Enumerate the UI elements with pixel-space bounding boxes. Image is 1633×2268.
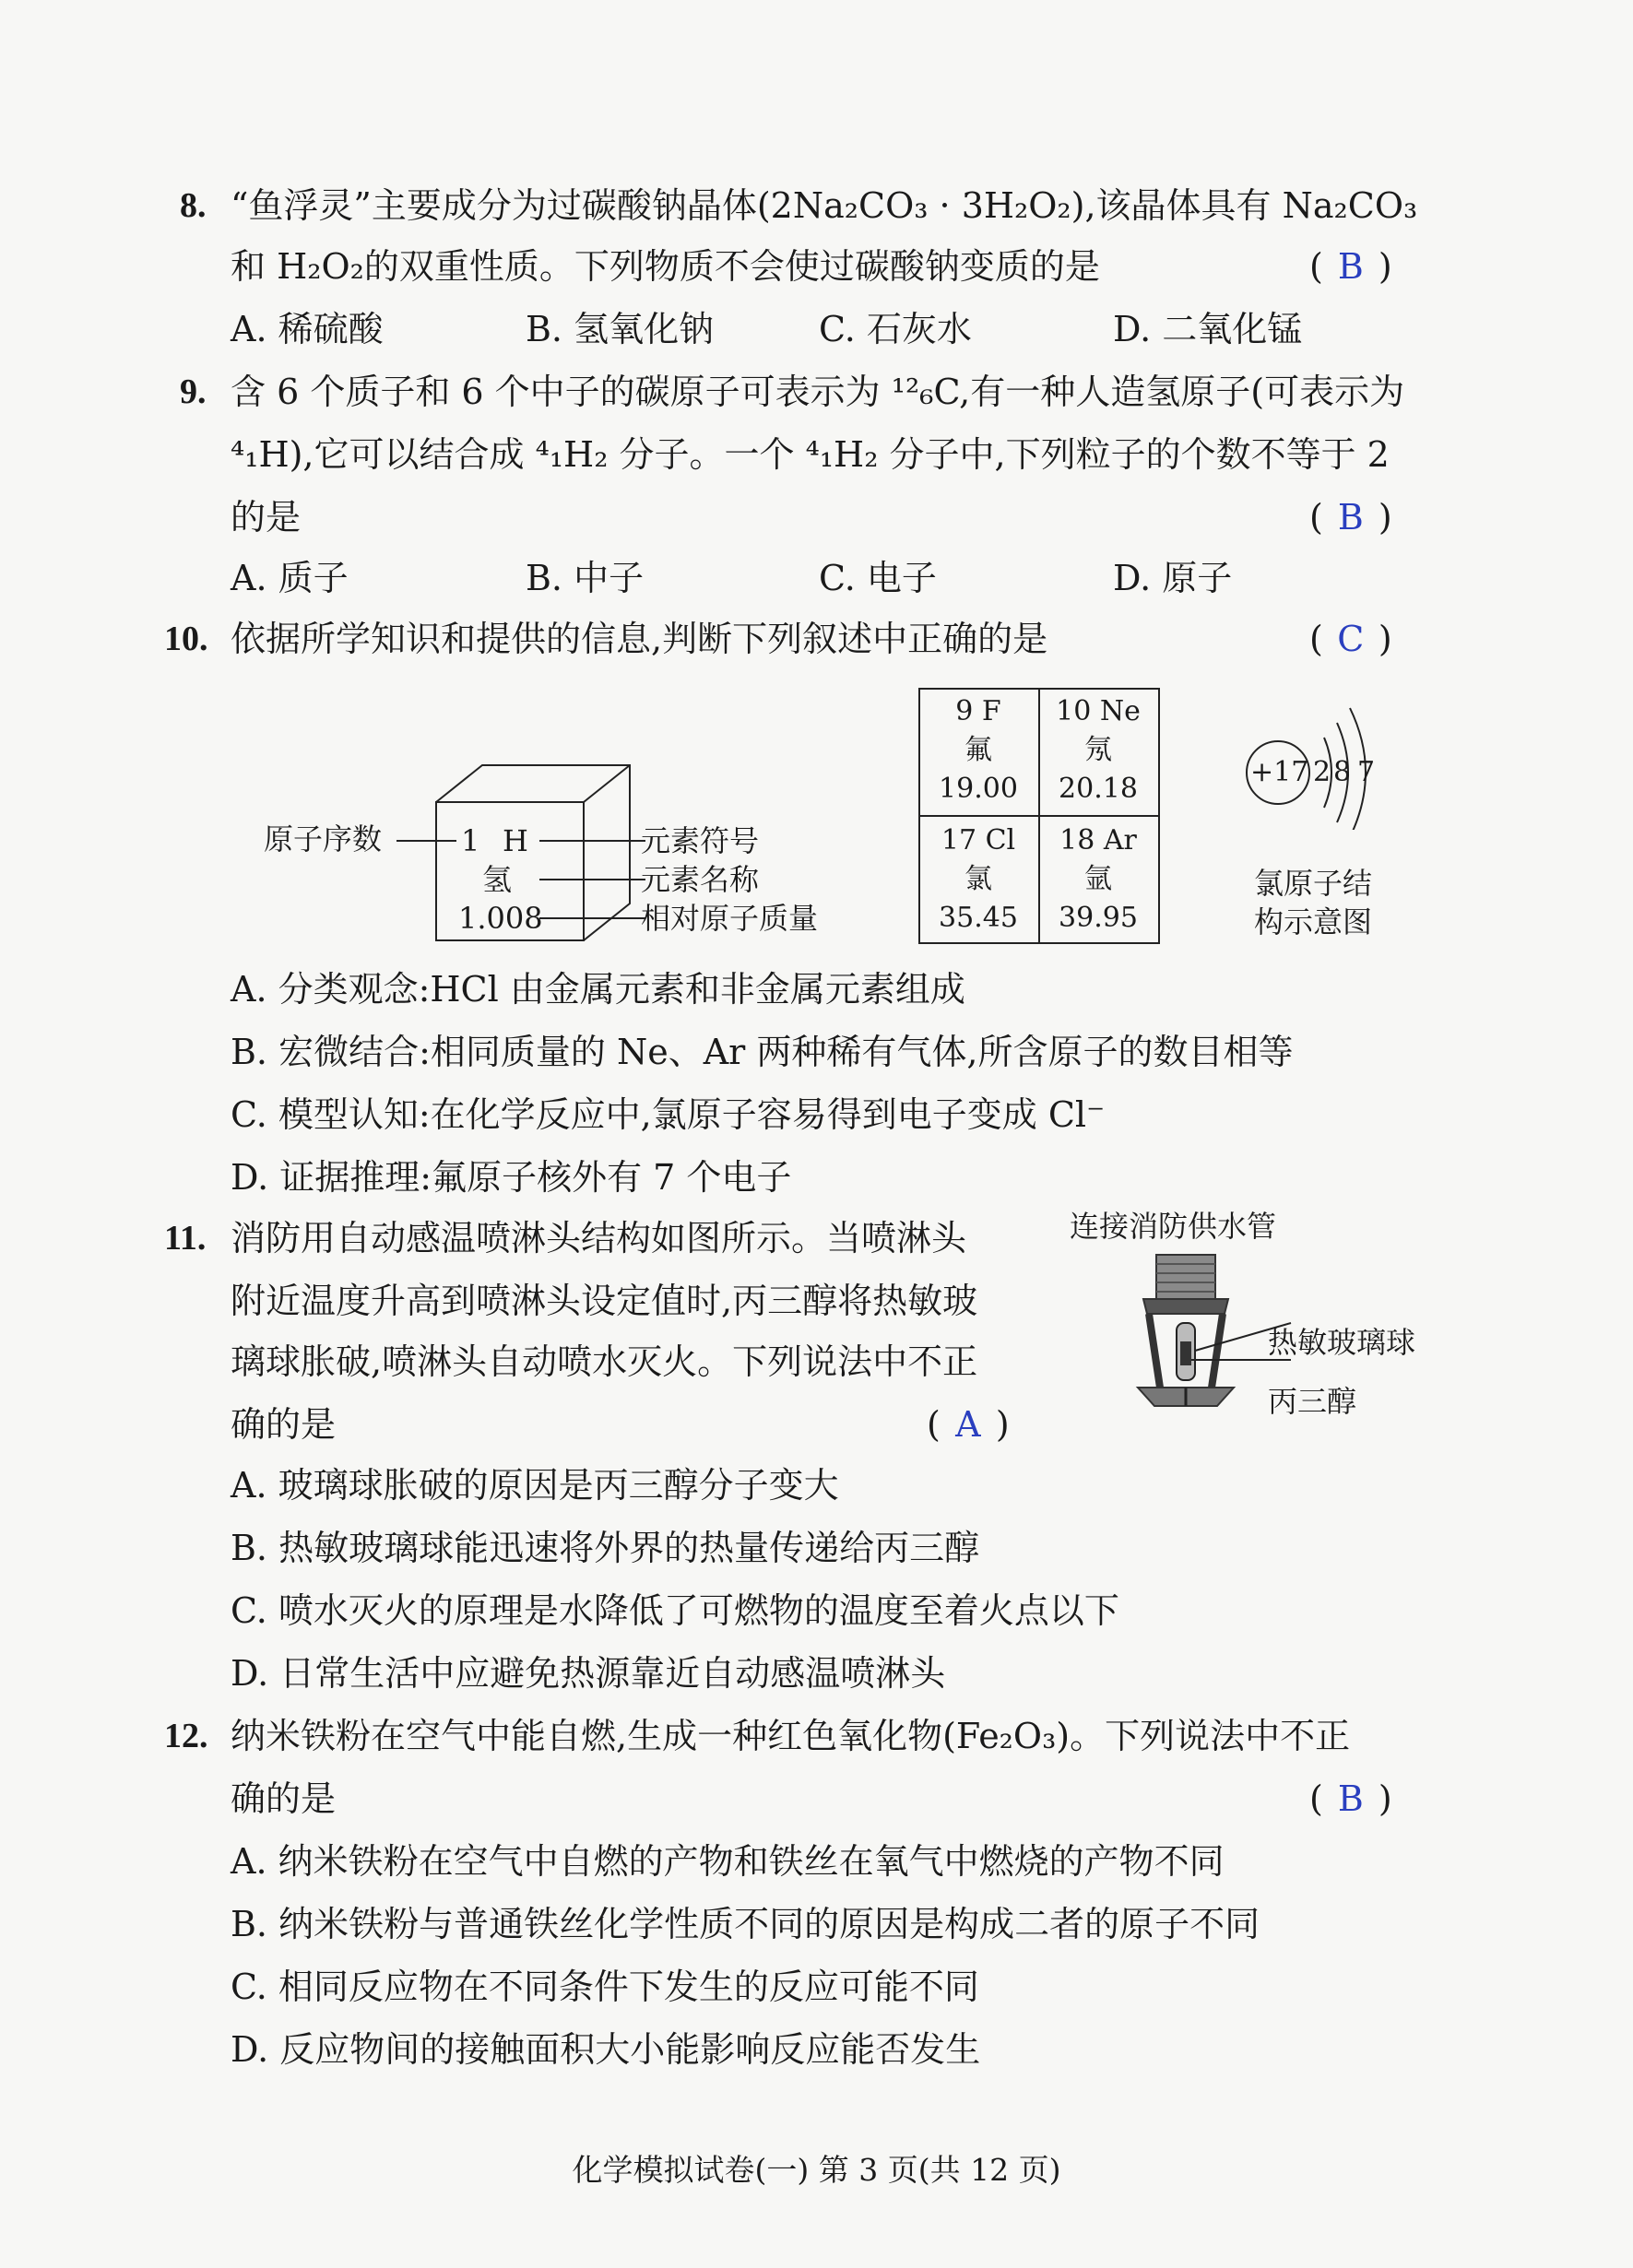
q12-option-a: A. 纳米铁粉在空气中自燃的产物和铁丝在氧气中燃烧的产物不同 bbox=[231, 1841, 1225, 1882]
cube-mass: 1.008 bbox=[458, 901, 543, 936]
question-8-line-1: “鱼浮灵”主要成分为过碳酸钠晶体(2Na₂CO₃ · 3H₂O₂),该晶体具有 Na₂CO₃ bbox=[231, 185, 1418, 226]
q10-option-c: C. 模型认知:在化学反应中,氯原子容易得到电子变成 Cl⁻ bbox=[231, 1094, 1106, 1135]
shell-2-electrons: 8 bbox=[1333, 756, 1352, 788]
question-12-answer: ( B ) bbox=[1309, 1776, 1392, 1822]
answer-value: B bbox=[1337, 497, 1364, 537]
label-element-name: 元素名称 bbox=[641, 862, 760, 897]
q8-option-a: A. 稀硫酸 bbox=[231, 309, 384, 349]
question-8-number: 8. bbox=[180, 186, 207, 225]
cell-f-mass: 19.00 bbox=[939, 773, 1018, 805]
label-element-symbol: 元素符号 bbox=[641, 823, 760, 858]
answer-value: B bbox=[1337, 246, 1364, 287]
cube-label-atomic-number: 原子序数 bbox=[264, 821, 383, 856]
q9-option-b: B. 中子 bbox=[526, 558, 645, 598]
cell-ar-top: 18 Ar bbox=[1059, 824, 1137, 856]
q8-option-b: B. 氢氧化钠 bbox=[526, 309, 715, 349]
q11-option-b: B. 热敏玻璃球能迅速将外界的热量传递给丙三醇 bbox=[231, 1528, 980, 1568]
question-10-number: 10. bbox=[164, 620, 208, 658]
question-12-line-1: 纳米铁粉在空气中能自燃,生成一种红色氧化物(Fe₂O₃)。下列说法中不正 bbox=[231, 1716, 1351, 1756]
cell-f-name: 氟 bbox=[964, 734, 992, 766]
sprinkler-label-glycerol: 丙三醇 bbox=[1268, 1384, 1357, 1419]
q8-option-d: D. 二氧化锰 bbox=[1113, 309, 1303, 349]
answer-value: C bbox=[1337, 619, 1365, 659]
shell-1-electrons: 2 bbox=[1313, 756, 1331, 788]
sprinkler-label-glass-bulb: 热敏玻璃球 bbox=[1268, 1325, 1416, 1360]
shell-3-electrons: 7 bbox=[1357, 756, 1376, 788]
q10-option-b: B. 宏微结合:相同质量的 Ne、Ar 两种稀有气体,所含原子的数目相等 bbox=[231, 1032, 1294, 1072]
atom-caption-line-1: 氯原子结 bbox=[1254, 866, 1373, 901]
question-12-number: 12. bbox=[164, 1717, 208, 1755]
q10-option-a: A. 分类观念:HCl 由金属元素和非金属元素组成 bbox=[231, 969, 965, 1010]
cell-ar-mass: 39.95 bbox=[1059, 902, 1138, 934]
q11-option-c: C. 喷水灭火的原理是水降低了可燃物的温度至着火点以下 bbox=[231, 1590, 1119, 1631]
question-10-line-1: 依据所学知识和提供的信息,判断下列叙述中正确的是 bbox=[231, 619, 1048, 659]
question-11-line-2: 附近温度升高到喷淋头设定值时,丙三醇将热敏玻 bbox=[231, 1281, 978, 1321]
cube-top-right-edge bbox=[584, 765, 630, 802]
label-relative-mass: 相对原子质量 bbox=[641, 901, 819, 936]
q9-option-c: C. 电子 bbox=[819, 558, 937, 598]
q9-option-a: A. 质子 bbox=[231, 558, 349, 598]
nucleus-charge: +17 bbox=[1250, 756, 1309, 788]
glycerol-liquid bbox=[1180, 1341, 1191, 1365]
cube-name: 氢 bbox=[482, 862, 513, 897]
question-9-line-1: 含 6 个质子和 6 个中子的碳原子可表示为 ¹²₆C,有一种人造氢原子(可表示为 bbox=[231, 372, 1405, 412]
question-11-line-1: 消防用自动感温喷淋头结构如图所示。当喷淋头 bbox=[231, 1218, 967, 1258]
answer-value: B bbox=[1337, 1778, 1364, 1819]
cell-cl-mass: 35.45 bbox=[939, 902, 1018, 934]
question-9-line-2: ⁴₁H),它可以结合成 ⁴₁H₂ 分子。一个 ⁴₁H₂ 分子中,下列粒子的个数不等于 2 bbox=[231, 434, 1390, 475]
question-12-line-2: 确的是 bbox=[231, 1778, 337, 1819]
question-9-answer: ( B ) bbox=[1309, 494, 1392, 540]
q9-option-d: D. 原子 bbox=[1113, 558, 1233, 598]
cell-ne-name: 氖 bbox=[1084, 734, 1112, 766]
q12-option-b: B. 纳米铁粉与普通铁丝化学性质不同的原因是构成二者的原子不同 bbox=[231, 1904, 1260, 1944]
q12-option-d: D. 反应物间的接触面积大小能影响反应能否发生 bbox=[231, 2029, 981, 2070]
question-11-line-4: 确的是 bbox=[231, 1404, 337, 1445]
question-11-number: 11. bbox=[164, 1219, 207, 1258]
answer-value: A bbox=[955, 1404, 981, 1445]
q12-option-c: C. 相同反应物在不同条件下发生的反应可能不同 bbox=[231, 1967, 979, 2007]
question-9-number: 9. bbox=[180, 372, 207, 411]
cube-symbol: H bbox=[503, 823, 528, 858]
cell-ar-name: 氩 bbox=[1084, 863, 1112, 895]
question-11-answer: ( A ) bbox=[927, 1401, 1010, 1447]
question-8-line-2: 和 H₂O₂的双重性质。下列物质不会使过碳酸钠变质的是 bbox=[231, 246, 1100, 287]
cell-cl-top: 17 Cl bbox=[941, 824, 1016, 856]
q11-option-d: D. 日常生活中应避免热源靠近自动感温喷淋头 bbox=[231, 1653, 946, 1694]
question-9-line-3: 的是 bbox=[231, 497, 302, 537]
question-10-answer: ( C ) bbox=[1309, 616, 1392, 662]
q10-option-d: D. 证据推理:氟原子核外有 7 个电子 bbox=[231, 1157, 792, 1198]
cell-cl-name: 氯 bbox=[964, 863, 992, 895]
cell-f-top: 9 F bbox=[955, 695, 1001, 727]
sprinkler-label-pipe: 连接消防供水管 bbox=[1070, 1209, 1277, 1244]
atom-caption-line-2: 构示意图 bbox=[1254, 904, 1373, 939]
question-11-line-3: 璃球胀破,喷淋头自动喷水灭火。下列说法中不正 bbox=[231, 1341, 978, 1382]
cell-ne-top: 10 Ne bbox=[1056, 695, 1141, 727]
q11-option-a: A. 玻璃球胀破的原因是丙三醇分子变大 bbox=[231, 1465, 839, 1506]
question-8-answer: ( B ) bbox=[1309, 243, 1392, 289]
cell-ne-mass: 20.18 bbox=[1059, 773, 1138, 805]
page-footer: 化学模拟试卷(一) 第 3 页(共 12 页) bbox=[572, 2152, 1061, 2188]
sprinkler-collar bbox=[1143, 1299, 1228, 1314]
q8-option-c: C. 石灰水 bbox=[819, 309, 972, 349]
cube-number: 1 bbox=[461, 823, 480, 858]
